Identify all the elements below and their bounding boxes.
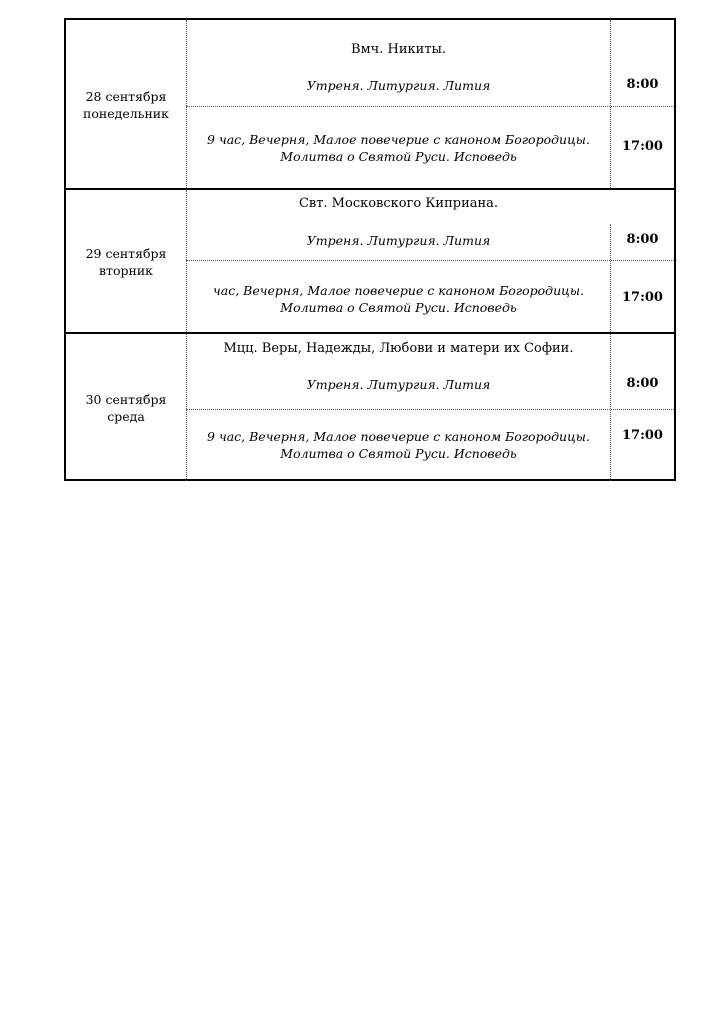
date-cell: [66, 334, 187, 481]
service-text: [186, 232, 611, 249]
service-line: Утреня. Литургия. Лития: [306, 377, 491, 392]
feast-title: Мцц. Веры, Надежды, Любови и матери их Софии.: [223, 341, 574, 356]
date-cell: [66, 20, 187, 190]
service-text: [186, 376, 611, 393]
feast-title: Свт. Московского Киприана.: [298, 196, 499, 211]
feast-title: Вмч. Никиты.: [351, 42, 446, 57]
service-line: Утреня. Литургия. Лития: [306, 78, 491, 93]
weekday-label: вторник: [99, 263, 153, 278]
service-line: час, Вечерня, Малое повечерие с каноном Богородицы.: [212, 283, 585, 298]
row-divider: [186, 106, 674, 107]
day-row: [66, 332, 674, 481]
weekday-label: среда: [107, 408, 145, 424]
date-label: 28 сентября: [85, 89, 167, 104]
service-time: 8:00: [626, 376, 659, 391]
day-row: [66, 20, 674, 190]
service-line: 9 час, Вечерня, Малое повечерие с каноном Богородицы.: [207, 132, 590, 147]
date-label: 29 сентября: [85, 246, 167, 261]
schedule-table: [64, 18, 676, 481]
service-text: [186, 282, 611, 316]
service-line: Молитва о Святой Руси. Исповедь: [280, 149, 517, 164]
row-divider: [186, 409, 674, 410]
row-divider: [186, 260, 674, 261]
time-column: [610, 20, 674, 190]
service-time: 17:00: [622, 290, 663, 305]
services-column: [186, 334, 611, 481]
day-row: [66, 188, 674, 334]
service-line: 9 час, Вечерня, Малое повечерие с каноном Богородицы.: [207, 429, 590, 444]
weekday-label: понедельник: [83, 106, 169, 121]
time-column: [610, 334, 674, 481]
date-label: 30 сентября: [85, 391, 167, 407]
date-cell: [66, 190, 187, 334]
services-column: [186, 20, 611, 190]
service-line: Молитва о Святой Руси. Исповедь: [280, 300, 517, 315]
service-line: Молитва о Святой Руси. Исповедь: [280, 446, 517, 461]
service-time: 8:00: [626, 232, 659, 247]
service-time: 17:00: [622, 428, 663, 443]
service-time: 8:00: [626, 77, 659, 92]
service-line: Утреня. Литургия. Лития: [306, 233, 491, 248]
service-time: 17:00: [622, 139, 663, 154]
time-column: [610, 224, 674, 334]
service-text: [186, 131, 611, 165]
service-text: [186, 428, 611, 462]
services-column: [186, 190, 611, 334]
service-text: [186, 77, 611, 94]
